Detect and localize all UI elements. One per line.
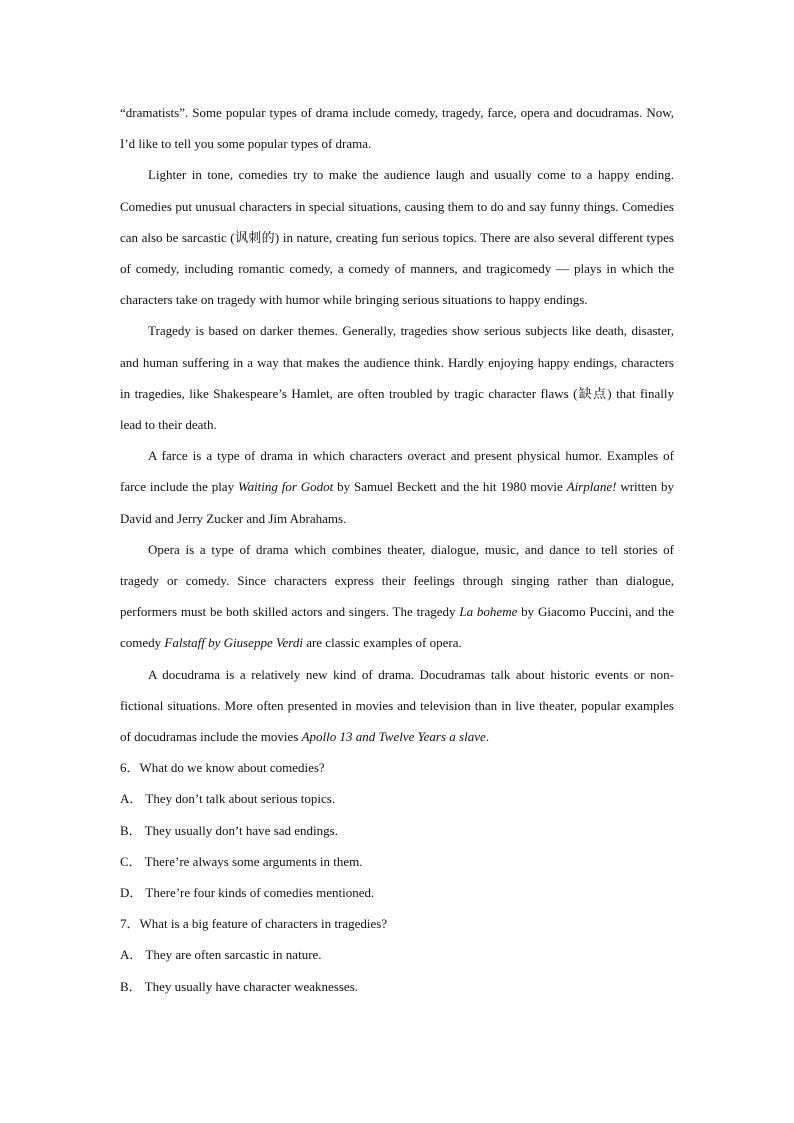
question-7-option-a[interactable]: A． They are often sarcastic in nature.: [120, 947, 322, 963]
opera-text-3: are classic examples of opera.: [302, 635, 462, 651]
farce-title-godot: Waiting for Godot: [237, 479, 334, 495]
question-6-option-a[interactable]: A． They don’t talk about serious topics.: [120, 791, 336, 807]
docudrama-text-1: A docudrama is a relatively new kind of drama. Docudramas talk about historic events or non-fictional situations. More often presented in movies and television than in live theater, popular examples of docudramas include the movies: [120, 666, 674, 745]
opera-text-1: Opera is a type of drama which combines theater, dialogue, music, and dance to tell stories of tragedy or comedy. Since characters express their feelings through singing rather than dialogue, performers must be both skilled actors and singers. The tragedy: [120, 541, 674, 620]
opera-text-2: by Giacomo Puccini, and the comedy: [120, 604, 674, 651]
comedy-paragraph: Lighter in tone, comedies try to make the audience laugh and usually come to a happy ending. Comedies put unusual characters in special situations, causing them to do and say funny things. Comedies can also be sarcastic (讽刺的) in nature, creating fun serious topics. There are also several different types of comedy, including romantic comedy, a comedy of manners, and tragicomedy — plays in which the characters take on tragedy with humor while bringing serious situations to happy endings.: [120, 167, 674, 308]
tragedy-paragraph: Tragedy is based on darker themes. Generally, tragedies show serious subjects like death, disaster, and human suffering in a way that makes the audience think. Hardly enjoying happy endings, characters in tragedies, like Shakespeare’s Hamlet, are often troubled by tragic character flaws (缺点) that finally lead to their death.: [120, 323, 674, 433]
opera-paragraph: [120, 534, 674, 659]
farce-text-3: written by David and Jerry Zucker and Jim Abrahams.: [120, 479, 674, 526]
opera-title-boheme: La boheme: [459, 604, 518, 620]
opera-title-falstaff: Falstaff by Giuseppe Verdi: [164, 635, 303, 651]
intro-paragraph: “dramatists”. Some popular types of drama include comedy, tragedy, farce, opera and docudramas. Now, I’d like to tell you some popular types of drama.: [120, 105, 674, 152]
question-6-option-c[interactable]: C． There’re always some arguments in them.: [120, 853, 363, 869]
question-7-option-b[interactable]: B． They usually have character weaknesses.: [120, 978, 359, 994]
docudrama-paragraph: [120, 659, 674, 753]
farce-text-2: by Samuel Beckett and the hit 1980 movie: [333, 479, 567, 495]
document-page: [120, 97, 674, 1002]
farce-text-1: A farce is a type of drama in which characters overact and present physical humor. Examples of farce include the play: [120, 448, 674, 495]
question-6-stem: 6．What do we know about comedies?: [120, 760, 325, 776]
question-7-stem: 7．What is a big feature of characters in tragedies?: [120, 916, 388, 932]
farce-title-airplane: Airplane!: [566, 479, 617, 495]
docudrama-text-2: .: [485, 729, 490, 745]
docudrama-titles: Apollo 13 and Twelve Years a slave: [301, 729, 486, 745]
farce-paragraph: [120, 440, 674, 534]
question-6-option-d[interactable]: D． There’re four kinds of comedies mentioned.: [120, 885, 375, 901]
question-6-option-b[interactable]: B． They usually don’t have sad endings.: [120, 822, 338, 838]
